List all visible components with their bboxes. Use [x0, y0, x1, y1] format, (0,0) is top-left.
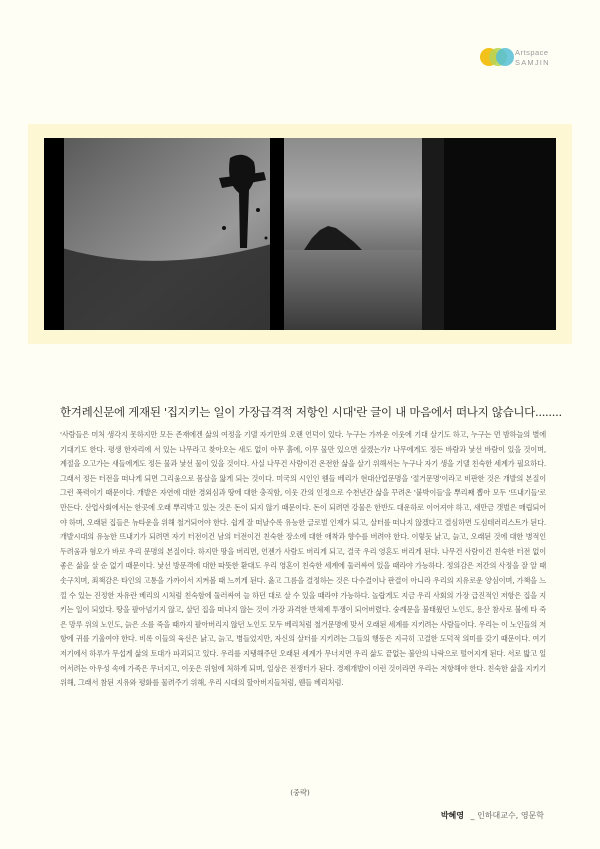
black-and-white-photo [44, 138, 556, 330]
author-role: _ 인하대교수, 영문학 [470, 811, 544, 820]
brand-name-line1: Artspace [515, 48, 549, 57]
window-seascape-image-icon [44, 138, 556, 330]
logo-circles-icon [480, 48, 512, 68]
article-body: '사람들은 미처 생각지 못하지만 모든 존재에겐 삶의 여정을 기댈 자기만의 오랜 언덕이 있다. 누구는 가까운 이웃에 기대 살기도 하고, 누구는 먼 밤하늘의 별에 기대기도 한다. 평생 한자리에 서 있는 나무라고 찾아오는 새도 없이 아무 흙에, 이무 물만 있으면 살겠는가? 나무에게도 정든 바람과 낯선 바람이 있을 것이며, 계절을 오고가는 새들에게도 정든 물과 낯선 물이 있을 것이다. 사실 나무건 사람이건 온전한 삶을 살기 위해서는 누구나 자기 생을 기댈 친숙한 세계가 필요하다. 그래서 정든 터전을 떠나게 되면 그리움으로 몸살을 앓게 되는 것이다. 미국의 시인인 웬들 베리가 현대산업문명을 '절거문명'이라고 비판한 것은 개발의 본질이 그런 폭력이기 때문이다. 개발은 자연에 대한 경외심과 땅에 대한 충직함, 이웃 간의 인정으로 수천년간 삶을 꾸려온 '붙박이들'을 뿌리째 뽑아 모두 '뜨내기들'로 만든다. 산업사회에서는 한곳에 오래 뿌리박고 있는 것은 돈이 되지 않기 때문이다. 돈이 되려면 강물은 한반도 대운하로 이어져야 하고, 새만금 갯벌은 매립되어야 하며, 오래된 집들은 뉴타운을 위해 철거되어야 한다. 쉽게 잘 떠날수록 유능한 글로벌 인재가 되고, 살터를 떠나지 않겠다고 결심하면 도심테러리스트가 된다. 개발시대의 유능한 뜨내기가 되려면 자기 터전이건 남의 터전이건 친숙한 장소에 대한 애착과 향수를 버려야 한다. 이렇듯 낡고, 늙고, 오래된 것에 대한 병적인 두려움과 혐오가 바로 우리 문명의 본질이다. 하지만 땅을 버리면, 언젠가 사람도 버리게 되고, 결국 우리 영혼도 버리게 된다. 나무건 사람이건 친숙한 터전 없이 좋은 삶을 살 순 없기 때문이다. 낯선 방문객에 대한 따뜻한 환대도 우리 영혼이 친숙한 세계에 둘러싸여 있을 때라야 가능하다. 정의감은 저간의 사정을 잘 알 때 솟구치며, 죄책감은 타인의 고통을 가까이서 지켜볼 때 느끼게 된다. 옳고 그름을 결정하는 것은 다수결이나 판결이 아니라 우리의 지유로운 양심이며, 가책을 느낄 수 있는 진정한 자유란 베리의 시처럼 친숙함에 둘러싸여 늘 하던 대로 살 수 있을 때라야 가능하다. 놀랍게도 지금 우리 사회의 가장 급진적인 저항은 집을 지키는 일이 되었다. 땅을 팔아넘기지 않고, 살던 집을 떠나지 않는 것이 가장 과격한 반체제 투쟁이 되어버렸다. 숭례문을 불태웠던 노인도, 용산 참사로 불에 타 죽은 망루 위의 노인도, 늙은 소를 죽을 때까지 팔아버리지 않던 노인도 모두 베리처럼 철거문명에 맞서 오래된 세계를 지키려는 사람들이다. 우리는 이 노인들의 저항에 귀를 기울여야 한다. 비록 이들의 육신은 낡고, 늙고, 병들었지만, 자신의 살터를 지키려는 그들의 행동은 지극히 고결한 도덕적 의미를 갖기 때문이다. 여기저기에서 하루가 무섭게 삶의 토대가 파괴되고 있다. 우리를 지탱해주던 오래된 세계가 무너지면 우리 삶도 끝없는 불안의 나락으로 떨어지게 된다. 서로 밟고 일어서려는 아우성 속에 가족은 무너지고, 이웃은 위험에 처하게 되며, 일상은 전쟁터가 된다. 경제개발이 이런 것이라면 우리는 저항해야 한다. 친숙한 삶을 지키기 위해, 그래서 참된 지유와 평화를 물려주기 위해, 우리 시대의 할아버지들처럼, 웬들 베리처럼. [60, 430, 546, 688]
author-name: 박혜영 [440, 811, 464, 820]
omission-marker: (중략) [290, 788, 310, 797]
brand-name-line2: SAMJIN [515, 58, 550, 67]
article-headline: 한겨레신문에 게재된 '집지키는 일이 가장급격적 저항인 시대'란 글이 내 마음에서 떠나지 않습니다........ [60, 405, 562, 419]
author-byline [441, 810, 544, 821]
brand-logo [480, 46, 560, 72]
